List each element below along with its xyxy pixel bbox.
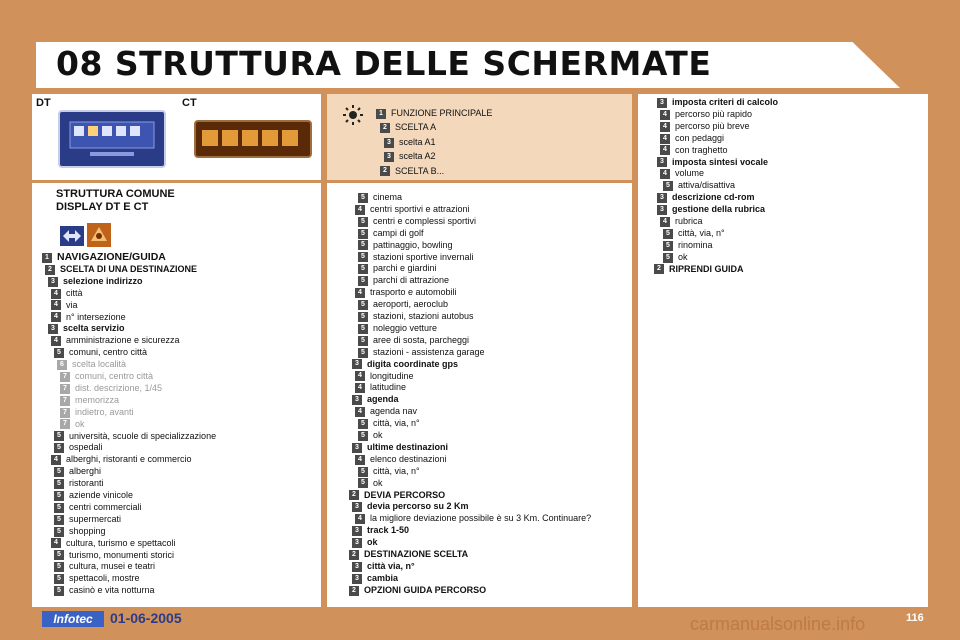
ct-label: CT — [182, 97, 197, 109]
list-item — [663, 252, 688, 264]
list-item — [352, 359, 458, 371]
level-number-badge: 7 — [60, 408, 70, 418]
list-item — [358, 192, 402, 204]
level-number-badge: 3 — [352, 526, 362, 536]
list-item-label: ok — [367, 537, 378, 548]
list-item — [352, 501, 469, 513]
level-number-badge: 3 — [352, 562, 362, 572]
list-item-label: ristoranti — [69, 478, 104, 489]
list-item — [54, 478, 104, 490]
level-number-badge: 3 — [657, 205, 667, 215]
level-number-badge: 4 — [355, 371, 365, 381]
list-item-label: ok — [373, 430, 383, 440]
list-item — [51, 300, 78, 312]
level-number-badge: 1 — [42, 253, 52, 263]
list-item-label: shopping — [69, 525, 106, 536]
list-item — [663, 240, 713, 252]
level-number-badge: 7 — [60, 384, 70, 394]
list-item — [60, 419, 85, 431]
list-item — [54, 514, 121, 526]
level-number-badge: 5 — [358, 217, 368, 227]
list-item — [657, 192, 755, 204]
level-number-badge: 1 — [376, 109, 386, 119]
level-number-badge: 2 — [349, 586, 359, 596]
list-item — [660, 121, 750, 133]
list-item — [355, 371, 414, 383]
list-item-label: stazioni, stazioni autobus — [373, 311, 474, 321]
list-item-label: OPZIONI GUIDA PERCORSO — [364, 584, 487, 595]
list-item — [358, 418, 420, 430]
list-item-label: attiva/disattiva — [678, 180, 736, 191]
list-item-label: supermercati — [69, 513, 122, 524]
level-number-badge: 4 — [355, 455, 365, 465]
level-number-badge: 4 — [660, 169, 670, 179]
list-item-label: amministrazione e sicurezza — [66, 335, 180, 346]
level-number-badge: 5 — [358, 300, 368, 310]
list-item — [45, 264, 197, 276]
watermark: carmanualsonline.info — [690, 614, 866, 634]
list-item-label: FUNZIONE PRINCIPALE — [391, 108, 493, 118]
level-number-badge: 5 — [54, 467, 64, 477]
list-item — [54, 442, 103, 454]
navigation-map-icon — [87, 223, 111, 252]
level-number-badge: 5 — [358, 467, 368, 477]
list-item — [349, 490, 445, 502]
list-item — [51, 288, 83, 300]
level-number-badge: 5 — [54, 574, 64, 584]
list-item — [657, 204, 765, 216]
list-item-label: cambia — [367, 572, 399, 583]
list-item — [355, 382, 406, 394]
level-number-badge: 3 — [657, 193, 667, 203]
list-item-label: n° intersezione — [66, 311, 126, 322]
list-item — [358, 228, 424, 240]
level-number-badge: 4 — [51, 336, 61, 346]
list-item — [355, 454, 447, 466]
list-item — [660, 168, 704, 180]
level-number-badge: 5 — [54, 491, 64, 501]
footer-date: 01-06-2005 — [110, 610, 182, 626]
level-number-badge: 5 — [663, 253, 673, 263]
level-number-badge: 5 — [54, 431, 64, 441]
list-item-label: SCELTA DI UNA DESTINAZIONE — [60, 263, 197, 274]
list-item-label: con pedaggi — [675, 132, 725, 143]
list-item-label: memorizza — [75, 394, 120, 405]
level-number-badge: 5 — [663, 229, 673, 239]
level-number-badge: 5 — [358, 276, 368, 286]
list-item — [358, 430, 383, 442]
list-item — [660, 145, 728, 157]
list-item — [51, 454, 192, 466]
list-item-label: alberghi, ristoranti e commercio — [66, 454, 192, 465]
level-number-badge: 3 — [352, 502, 362, 512]
level-number-badge: 3 — [48, 277, 58, 287]
list-item — [358, 299, 448, 311]
list-item — [358, 466, 420, 478]
list-item-label: rubrica — [675, 216, 703, 226]
list-item-label: cinema — [373, 192, 403, 202]
level-number-badge: 3 — [384, 152, 394, 162]
level-number-badge: 3 — [352, 359, 362, 369]
page-number: 116 — [906, 612, 924, 624]
list-item — [54, 585, 155, 597]
level-number-badge: 5 — [358, 348, 368, 358]
level-number-badge: 4 — [51, 289, 61, 299]
list-item-label: parchi di attrazione — [373, 275, 450, 286]
level-number-badge: 5 — [54, 479, 64, 489]
list-item-label: NAVIGAZIONE/GUIDA — [57, 251, 166, 263]
list-item-label: elenco destinazioni — [370, 453, 447, 464]
list-item — [657, 97, 778, 109]
level-number-badge: 5 — [358, 324, 368, 334]
list-item-label: stazioni sportive invernali — [373, 251, 474, 262]
level-number-badge: 2 — [349, 550, 359, 560]
level-number-badge: 4 — [355, 407, 365, 417]
level-number-badge: 5 — [358, 240, 368, 250]
list-item — [660, 216, 703, 228]
level-number-badge: 4 — [660, 145, 670, 155]
list-item-label: volume — [675, 168, 705, 179]
list-item-label: città, via, n° — [373, 465, 420, 476]
level-number-badge: 5 — [54, 443, 64, 453]
list-item — [54, 431, 216, 443]
list-item — [358, 263, 437, 275]
list-item-label: longitudine — [370, 370, 414, 381]
list-item — [358, 240, 453, 252]
list-item — [352, 537, 378, 549]
list-item-label: noleggio vetture — [373, 322, 438, 333]
list-item-label: turismo, monumenti storici — [69, 549, 175, 560]
level-number-badge: 4 — [355, 383, 365, 393]
list-item-label: indietro, avanti — [75, 406, 134, 417]
list-item-label: aeroporti, aeroclub — [373, 299, 449, 310]
list-item — [380, 166, 444, 178]
list-item-label: gestione della rubrica — [672, 204, 766, 215]
level-number-badge: 3 — [352, 443, 362, 453]
common-heading-line1: STRUTTURA COMUNE — [56, 188, 175, 200]
level-number-badge: 4 — [355, 205, 365, 215]
list-item-label: cultura, musei e teatri — [69, 561, 156, 572]
level-number-badge: 5 — [358, 229, 368, 239]
list-item-label: agenda — [367, 394, 399, 405]
list-item-label: stazioni - assistenza garage — [373, 346, 485, 357]
common-heading-line2: DISPLAY DT E CT — [56, 201, 149, 213]
list-item — [60, 371, 153, 383]
list-item-label: scelta A2 — [399, 151, 436, 162]
list-item — [358, 311, 474, 323]
list-item — [54, 502, 142, 514]
list-item — [48, 323, 125, 335]
list-item — [54, 573, 140, 585]
infotec-logo: Infotec — [42, 611, 104, 627]
level-number-badge: 3 — [48, 324, 58, 334]
list-item — [349, 585, 486, 597]
list-item — [663, 228, 725, 240]
list-item-label: trasporto e automobili — [370, 287, 457, 298]
level-number-badge: 5 — [54, 348, 64, 358]
list-item-label: ok — [75, 418, 85, 429]
function-legend-panel — [327, 94, 632, 180]
level-number-badge: 5 — [54, 515, 64, 525]
list-item-label: DEVIA PERCORSO — [364, 489, 446, 500]
level-number-badge: 3 — [384, 138, 394, 148]
list-item-label: dist. descrizione, 1/45 — [75, 382, 163, 393]
list-item-label: con traghetto — [675, 144, 728, 155]
list-item — [660, 133, 724, 145]
ct-display-image — [194, 120, 312, 158]
list-item-label: comuni, centro città — [75, 371, 154, 381]
list-item-label: aziende vinicole — [69, 490, 134, 500]
list-item — [42, 252, 166, 264]
level-number-badge: 4 — [660, 134, 670, 144]
list-item — [352, 525, 409, 537]
level-number-badge: 3 — [657, 98, 667, 108]
list-item-label: centri commerciali — [69, 501, 142, 512]
level-number-badge: 4 — [660, 122, 670, 132]
list-item — [358, 347, 485, 359]
page-title: 08 STRUTTURA DELLE SCHERMATE — [56, 44, 712, 83]
list-item — [51, 335, 180, 347]
list-item-label: SCELTA A — [395, 122, 437, 133]
list-item-label: ultime destinazioni — [367, 441, 449, 452]
list-item-label: DESTINAZIONE SCELTA — [364, 549, 469, 559]
list-item-label: RIPRENDI GUIDA — [669, 263, 744, 274]
list-item — [54, 490, 133, 502]
list-item — [355, 204, 470, 216]
list-item-label: devia percorso su 2 Km — [367, 501, 469, 512]
level-number-badge: 4 — [355, 514, 365, 524]
list-item-label: imposta criteri di calcolo — [672, 97, 779, 107]
list-item — [663, 180, 735, 192]
level-number-badge: 5 — [358, 252, 368, 262]
level-number-badge: 2 — [349, 490, 359, 500]
list-item-label: scelta A1 — [399, 136, 436, 147]
level-number-badge: 4 — [51, 300, 61, 310]
level-number-badge: 4 — [51, 538, 61, 548]
list-item — [358, 216, 476, 228]
list-item — [657, 157, 768, 169]
list-item — [51, 312, 126, 324]
list-item — [352, 573, 398, 585]
level-number-badge: 5 — [358, 336, 368, 346]
level-number-badge: 3 — [352, 395, 362, 405]
list-item-label: aree di sosta, parcheggi — [373, 334, 470, 345]
list-item-label: via — [66, 299, 78, 310]
list-item — [54, 347, 147, 359]
level-number-badge: 3 — [352, 574, 362, 584]
list-item — [54, 526, 106, 538]
list-item-label: città via, n° — [367, 560, 415, 571]
level-number-badge: 2 — [654, 264, 664, 274]
list-item — [60, 395, 119, 407]
list-item — [660, 109, 752, 121]
list-item-label: pattinaggio, bowling — [373, 239, 453, 250]
list-item — [54, 466, 101, 478]
level-number-badge: 5 — [663, 241, 673, 251]
list-item — [54, 550, 174, 562]
list-item-label: centri e complessi sportivi — [373, 215, 477, 226]
level-number-badge: 7 — [60, 419, 70, 429]
level-number-badge: 4 — [355, 288, 365, 298]
dt-label: DT — [36, 97, 51, 109]
level-number-badge: 7 — [60, 372, 70, 382]
list-item-label: città, via, n° — [678, 227, 725, 238]
dt-display-image — [58, 110, 166, 168]
list-item — [60, 407, 134, 419]
level-number-badge: 2 — [45, 265, 55, 275]
list-item — [352, 394, 399, 406]
list-item — [54, 561, 155, 573]
level-number-badge: 4 — [660, 110, 670, 120]
list-item-label: la migliore deviazione possibile è su 3 Km. Continuare? — [370, 513, 592, 524]
list-item-label: descrizione cd-rom — [672, 192, 755, 203]
list-item — [376, 108, 492, 120]
list-item — [358, 323, 437, 335]
level-number-badge: 2 — [380, 166, 390, 176]
list-item-label: alberghi — [69, 466, 102, 477]
list-item-label: università, scuole di specializzazione — [69, 430, 217, 441]
list-item-label: città, via, n° — [373, 418, 420, 429]
level-number-badge: 6 — [57, 360, 67, 370]
level-number-badge: 5 — [54, 550, 64, 560]
list-item-label: città — [66, 287, 83, 298]
navigation-arrows-icon — [60, 226, 84, 251]
list-item — [654, 264, 744, 276]
list-item — [355, 406, 417, 418]
level-number-badge: 5 — [358, 312, 368, 322]
level-number-badge: 5 — [54, 527, 64, 537]
list-item — [60, 383, 162, 395]
list-item-label: parchi e giardini — [373, 263, 437, 274]
list-item-label: spettacoli, mostre — [69, 573, 140, 584]
list-item — [384, 151, 436, 163]
level-number-badge: 7 — [60, 396, 70, 406]
list-item-label: latitudine — [370, 382, 407, 393]
list-item-label: selezione indirizzo — [63, 275, 143, 286]
list-item — [355, 287, 457, 299]
list-item-label: centri sportivi e attrazioni — [370, 203, 470, 214]
list-item-label: percorso più breve — [675, 120, 750, 131]
list-item-label: SCELTA B... — [395, 165, 445, 176]
level-number-badge: 5 — [358, 264, 368, 274]
list-item — [358, 252, 474, 264]
list-item — [51, 538, 176, 550]
list-item — [358, 335, 469, 347]
list-item-label: percorso più rapido — [675, 108, 753, 119]
list-item-label: agenda nav — [370, 406, 418, 417]
list-item-label: rinomina — [678, 239, 713, 250]
list-item-label: ok — [678, 251, 688, 262]
list-item — [349, 549, 468, 561]
list-item — [355, 513, 591, 525]
list-item — [380, 122, 436, 134]
list-item — [384, 137, 436, 149]
level-number-badge: 5 — [54, 503, 64, 513]
level-number-badge: 5 — [358, 478, 368, 488]
level-number-badge: 5 — [54, 586, 64, 596]
list-item-label: scelta servizio — [63, 323, 125, 334]
level-number-badge: 5 — [358, 193, 368, 203]
list-item — [48, 276, 143, 288]
list-item-label: casinò e vita notturna — [69, 585, 155, 596]
level-number-badge: 4 — [660, 217, 670, 227]
list-item-label: imposta sintesi vocale — [672, 156, 769, 167]
list-item-label: ospedali — [69, 442, 103, 453]
sun-icon — [342, 104, 364, 131]
list-item-label: comuni, centro città — [69, 347, 148, 358]
list-item — [358, 275, 449, 287]
list-item-label: ok — [373, 477, 383, 488]
level-number-badge: 2 — [380, 123, 390, 133]
list-item — [358, 478, 383, 490]
list-item-label: track 1-50 — [367, 525, 410, 536]
level-number-badge: 4 — [51, 312, 61, 322]
level-number-badge: 5 — [358, 431, 368, 441]
level-number-badge: 4 — [51, 455, 61, 465]
list-item — [352, 442, 448, 454]
list-item — [57, 359, 126, 371]
level-number-badge: 5 — [663, 181, 673, 191]
list-item-label: digita coordinate gps — [367, 358, 459, 369]
list-item-label: scelta località — [72, 359, 127, 370]
level-number-badge: 5 — [54, 562, 64, 572]
level-number-badge: 5 — [358, 419, 368, 429]
list-item-label: campi di golf — [373, 227, 424, 238]
list-item-label: cultura, turismo e spettacoli — [66, 537, 176, 548]
level-number-badge: 3 — [657, 157, 667, 167]
list-item — [352, 561, 415, 573]
level-number-badge: 3 — [352, 538, 362, 548]
